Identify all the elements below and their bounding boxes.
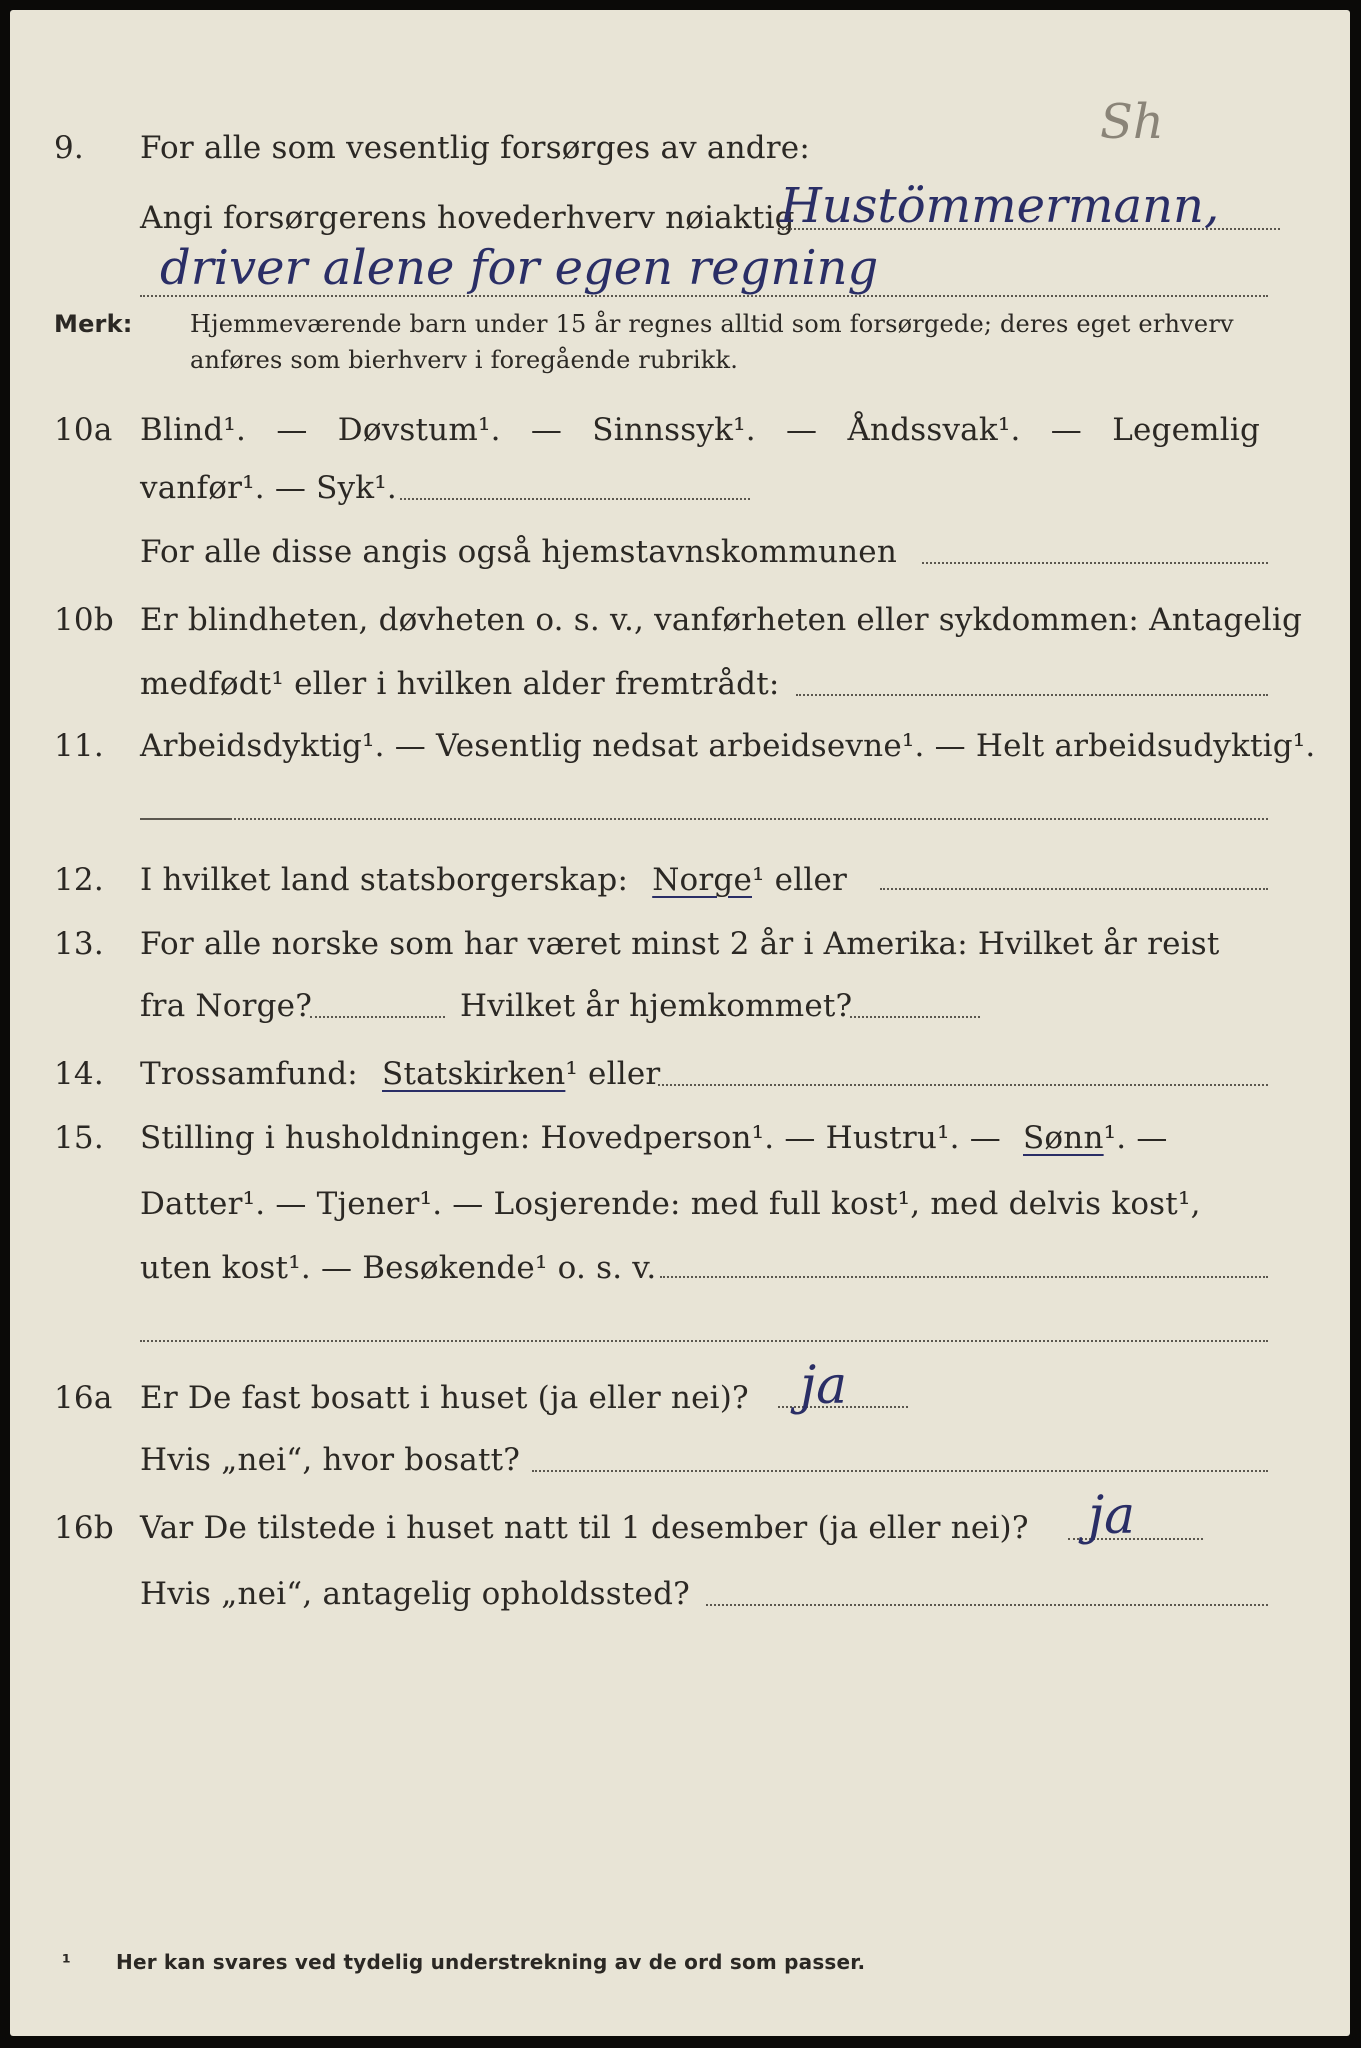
q12-prefix: I hvilket land statsborgerskap: bbox=[140, 862, 629, 898]
q12-number: 12. bbox=[54, 862, 104, 898]
merk-text-1: Hjemmeværende barn under 15 år regnes alltid som forsørgede; deres eget erhverv bbox=[190, 310, 1234, 338]
q10a-dash-4: — bbox=[1050, 412, 1082, 448]
q13-hjemkommet-line bbox=[850, 1016, 980, 1018]
q9-question: For alle som vesentlig forsørges av andre: bbox=[140, 130, 810, 166]
q12-question bbox=[140, 862, 847, 898]
q16a-number: 16a bbox=[54, 1380, 113, 1416]
corner-mark: Sh bbox=[1100, 94, 1164, 150]
q14-statskirken-underlined: Statskirken bbox=[382, 1056, 566, 1092]
q10a-options bbox=[140, 412, 1260, 448]
q13-reist: fra Norge? bbox=[140, 988, 313, 1024]
q11-number: 11. bbox=[54, 728, 104, 764]
q13-hjemkommet: Hvilket år hjemkommet? bbox=[460, 988, 853, 1024]
q16b-question: Var De tilstede i huset natt til 1 desember (ja eller nei)? bbox=[140, 1510, 1029, 1546]
footnote-marker: ¹ bbox=[62, 1950, 71, 1974]
q10a-hjemstavn: For alle disse angis også hjemstavnskommunen bbox=[140, 534, 897, 570]
q14-suffix: ¹ eller bbox=[565, 1056, 661, 1092]
q16b-question-2: Hvis „nei“, antagelig opholdssted? bbox=[140, 1576, 690, 1612]
q16b-answer: ja bbox=[1088, 1486, 1136, 1546]
q15-answer-line-2 bbox=[140, 1340, 1268, 1342]
q11-answer-line bbox=[230, 818, 1268, 820]
q11-answer-line-start bbox=[140, 818, 230, 820]
q16b-opholdssted-line bbox=[706, 1604, 1268, 1606]
q9-answer-2: driver alene for egen regning bbox=[160, 240, 879, 296]
q10a-vanfor: vanfør¹. — Syk¹. bbox=[140, 470, 397, 506]
q10a-dash-2: — bbox=[530, 412, 563, 448]
q14-prefix: Trossamfund: bbox=[140, 1056, 358, 1092]
q10b-number: 10b bbox=[54, 602, 114, 638]
footnote-text: Her kan svares ved tydelig understrekning av de ord som passer. bbox=[116, 1950, 866, 1974]
q16a-answer: ja bbox=[800, 1356, 848, 1416]
q10b-question: Er blindheten, døvheten o. s. v., vanførheten eller sykdommen: Antagelig bbox=[140, 602, 1303, 638]
q9-number: 9. bbox=[54, 130, 84, 166]
q13-reist-line bbox=[310, 1016, 445, 1018]
q10a-dash-3: — bbox=[786, 412, 818, 448]
q10a-opt-blind: Blind¹. bbox=[140, 412, 247, 448]
census-form-page bbox=[10, 10, 1350, 2036]
q16a-bosatt-line bbox=[532, 1470, 1268, 1472]
q9-answer-1: Hustömmermann, bbox=[780, 178, 1220, 234]
q10a-opt-sinnssyk: Sinnssyk¹. bbox=[592, 412, 756, 448]
q14-answer-line bbox=[658, 1084, 1268, 1086]
q15-sonn-underlined: Sønn bbox=[1023, 1120, 1104, 1156]
q14-question bbox=[140, 1056, 660, 1092]
q12-answer-line bbox=[880, 888, 1268, 890]
q10a-opt-legemlig: Legemlig bbox=[1112, 412, 1260, 448]
q13-question: For alle norske som har været minst 2 år i Amerika: Hvilket år reist bbox=[140, 926, 1220, 962]
q15-question bbox=[140, 1120, 1168, 1156]
q10b-question-2: medfødt¹ eller i hvilken alder fremtrådt: bbox=[140, 666, 780, 702]
q10a-answer-line-2 bbox=[922, 562, 1268, 564]
q10a-number: 10a bbox=[54, 412, 113, 448]
q16b-number: 16b bbox=[54, 1510, 114, 1546]
q13-number: 13. bbox=[54, 926, 104, 962]
q14-number: 14. bbox=[54, 1056, 104, 1092]
q15-answer-line-1 bbox=[660, 1276, 1268, 1278]
q12-suffix: ¹ eller bbox=[752, 862, 848, 898]
q15-number: 15. bbox=[54, 1120, 104, 1156]
q16a-question-2: Hvis „nei“, hvor bosatt? bbox=[140, 1442, 521, 1478]
q12-norge-underlined: Norge bbox=[652, 862, 752, 898]
merk-label: Merk: bbox=[54, 310, 133, 338]
q15-text-3: uten kost¹. — Besøkende¹ o. s. v. bbox=[140, 1250, 657, 1286]
q16a-question: Er De fast bosatt i huset (ja eller nei)? bbox=[140, 1380, 749, 1416]
q10b-answer-line bbox=[796, 694, 1268, 696]
q10a-dash-1: — bbox=[276, 412, 308, 448]
q10a-answer-line-1 bbox=[400, 498, 750, 500]
q10a-opt-andssvak: Åndssvak¹. bbox=[847, 412, 1021, 448]
q11-question: Arbeidsdyktig¹. — Vesentlig nedsat arbeidsevne¹. — Helt arbeidsudyktig¹. bbox=[140, 728, 1316, 764]
q15-text-b: ¹. — bbox=[1103, 1120, 1168, 1156]
q9-question-2: Angi forsørgerens hovederhverv nøiaktig bbox=[140, 200, 795, 236]
q10a-opt-dovstum: Døvstum¹. bbox=[337, 412, 501, 448]
merk-text-2: anføres som bierhverv i foregående rubrikk. bbox=[190, 346, 739, 374]
q15-text-a: Stilling i husholdningen: Hovedperson¹. — Hustru¹. — bbox=[140, 1120, 1001, 1156]
q15-text-2: Datter¹. — Tjener¹. — Losjerende: med full kost¹, med delvis kost¹, bbox=[140, 1186, 1201, 1222]
